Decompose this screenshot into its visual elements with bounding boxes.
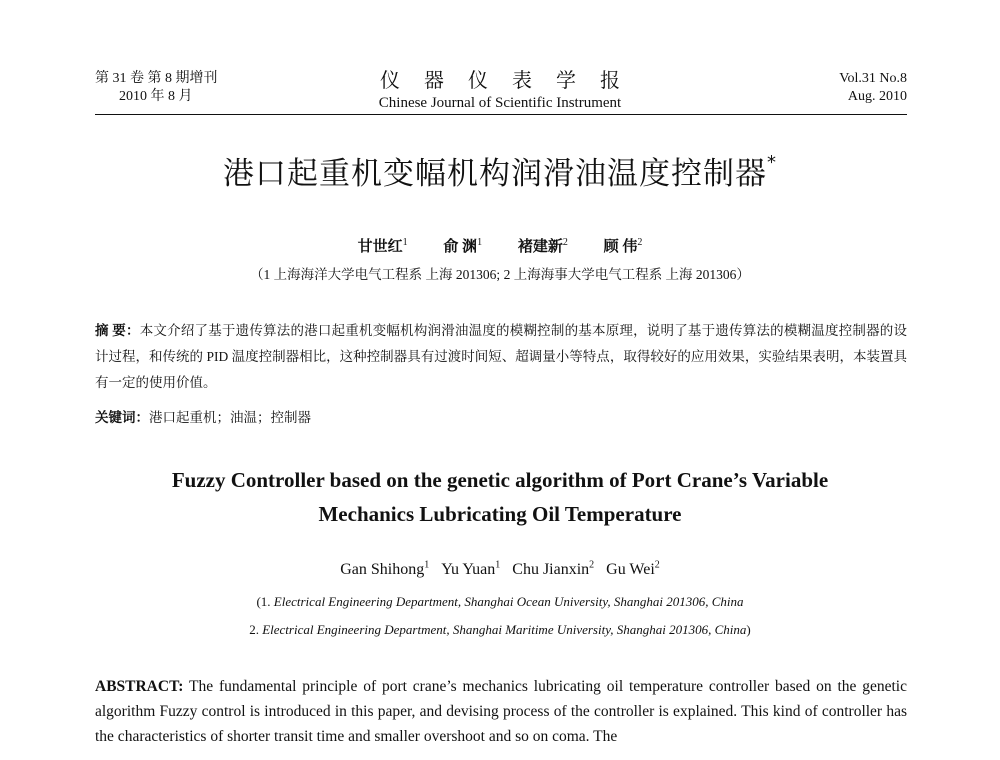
title-en-line-1: Fuzzy Controller based on the genetic algorithm of Port Crane’s Variable [171,468,829,492]
author-cn: 顾 伟$^2$ [603,237,643,255]
abstract-cn-text: 本文介绍了基于遗传算法的港口起重机变幅机构润滑油温度的模糊控制的基本原理，说明了基于遗传算法的模糊温度控制器的设计过程，和传统的 PID 温度控制器相比，这种控制器具有过渡时间短、超调量小等特点，取得较好的应用效果，实验结果表明，本装置具有一定的使用价值。 [95,323,908,390]
publication-date-en: Aug. 2010 [847,89,907,104]
authors-en [0,560,1000,579]
author-en: Yu Yuan$^1$ [441,560,501,579]
journal-name-cn: 仪器仪表学报 [380,70,644,92]
author-en: Gan Shihong$^1$ [340,560,430,579]
publication-date-cn: 2010 年 8 月 [119,89,193,104]
affiliation-cn: （1 上海海洋大学电气工程系 上海 201306; 2 上海海事大学电气工程系 上海 201306） [250,267,750,282]
keywords-cn-text: 港口起重机；油温；控制器 [149,410,311,425]
volume-number-en: Vol.31 No.8 [839,71,907,86]
keywords-cn [95,406,907,426]
title-en-line-2: Mechanics Lubricating Oil Temperature [318,502,682,526]
title-text: 港口起重机变幅机构润滑油温度控制器 [223,156,767,192]
abstract-cn-label: 摘 要： [95,323,140,338]
affiliation-en-2: 2. Electrical Engineering Department, Shanghai Maritime University, Shanghai 201306, China) [249,622,751,637]
author-cn: 褚建新$^2$ [517,237,568,255]
abstract-en-label: ABSTRACT: [95,678,184,695]
volume-issue: 第 31 卷 第 8 期增刊 [95,71,218,86]
header-rule [95,114,907,115]
abstract-en [95,674,907,749]
author-en: Chu Jianxin$^2$ [512,560,595,579]
abstract-cn [95,318,907,396]
paper-title-cn [0,148,1000,193]
author-cn: 甘世红$^1$ [357,237,408,255]
paper-title-en [0,463,1000,531]
authors-cn [0,235,1000,256]
keywords-cn-label: 关键词： [95,410,149,425]
header-right [839,70,907,106]
abstract-en-text: The fundamental principle of port crane’s mechanics lubricating oil temperature controller based on the genetic algorithm Fuzzy control is introduced in this paper, and devising process of the controller is explained. This kind of controller has the characteristics of shorter transit time and smaller overshoot and so on coma. The [95,678,907,745]
title-footnote-mark: * [767,152,777,173]
author-cn: 俞 渊$^1$ [443,237,483,255]
affiliation-en-1: (1. Electrical Engineering Department, Shanghai Ocean University, Shanghai 201306, China [256,594,744,609]
journal-name-en: Chinese Journal of Scientific Instrument [378,95,622,111]
author-en: Gu Wei$^2$ [606,560,660,579]
